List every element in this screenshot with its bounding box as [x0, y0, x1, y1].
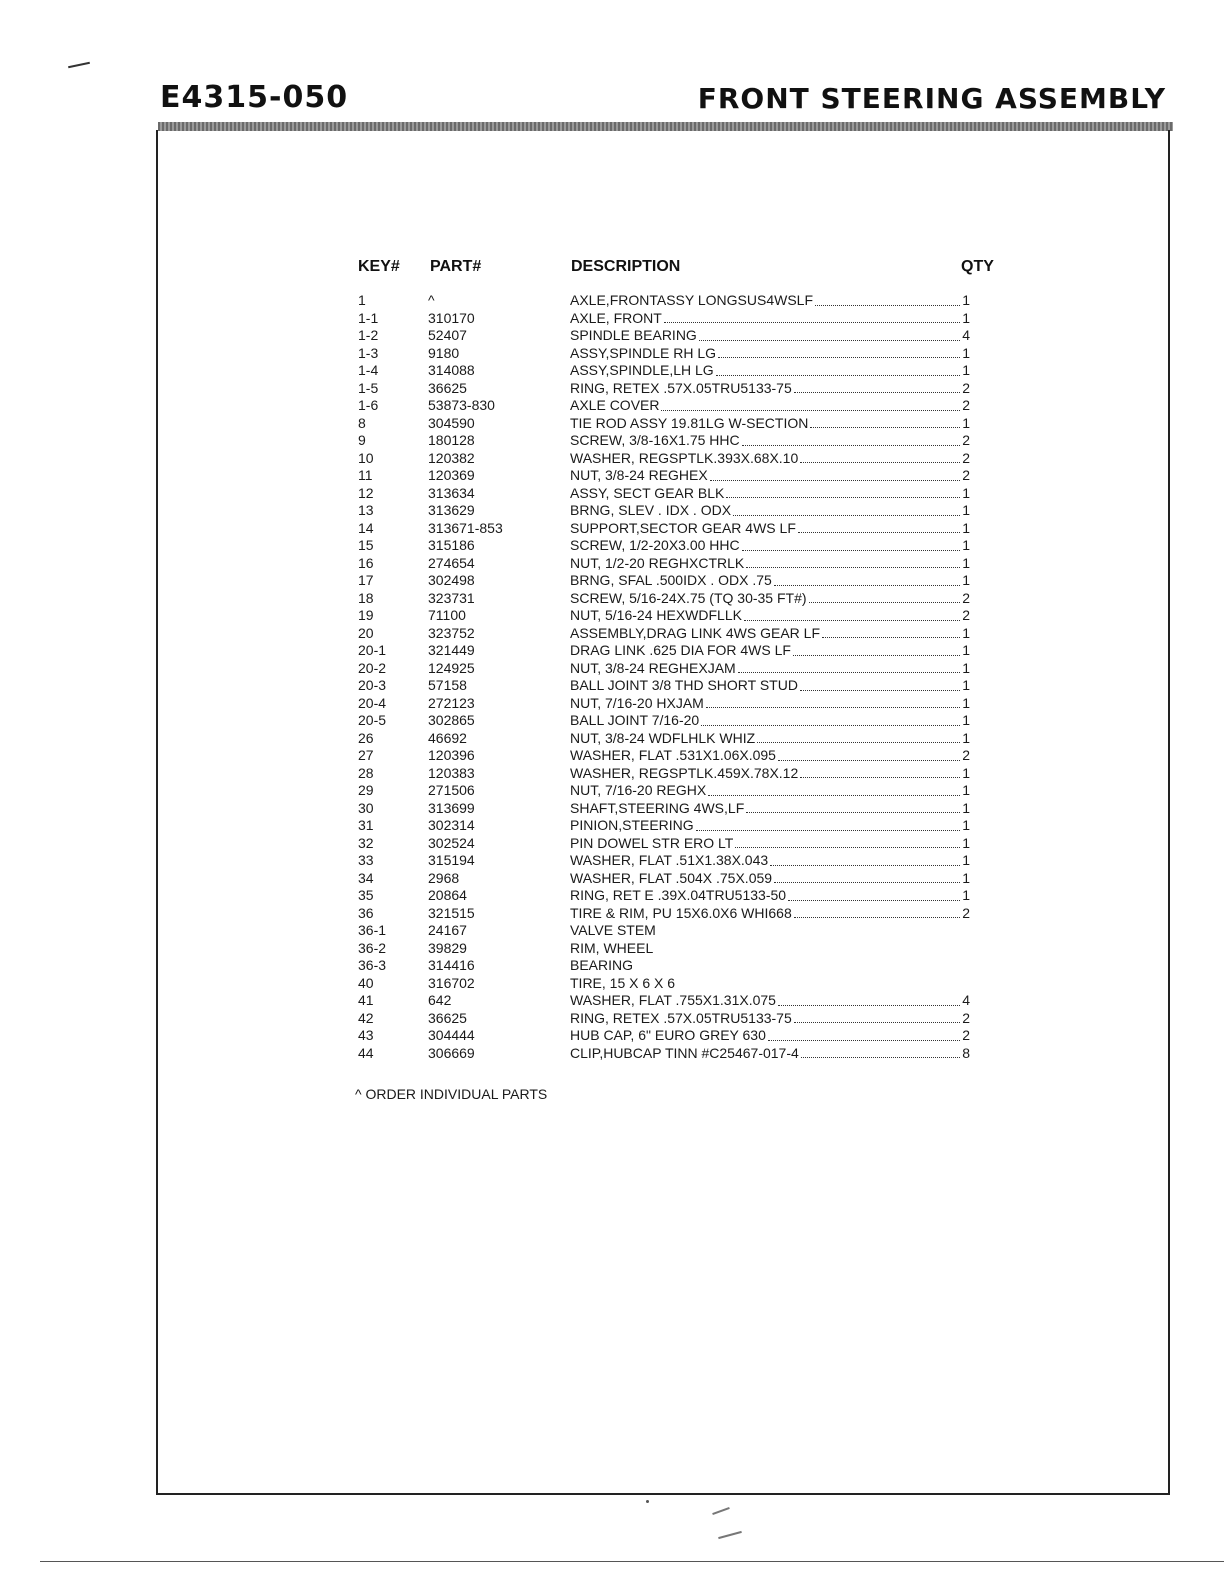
- part-key: 20: [358, 624, 374, 641]
- part-description: RING, RETEX .57X.05TRU5133-75: [570, 1009, 792, 1026]
- part-description: HUB CAP, 6" EURO GREY 630: [570, 1027, 766, 1043]
- part-number: 304444: [428, 1027, 475, 1043]
- part-number: 302524: [428, 834, 475, 851]
- parts-row: [358, 362, 970, 380]
- part-number: 321449: [428, 642, 475, 658]
- part-key: 15: [358, 537, 374, 553]
- part-description: BALL JOINT 3/8 THD SHORT STUD: [570, 677, 798, 693]
- part-key: 13: [358, 502, 374, 518]
- parts-row: [358, 992, 970, 1010]
- part-qty: 2: [962, 1009, 970, 1026]
- part-number: 2968: [428, 869, 460, 886]
- part-key: 36-3: [358, 957, 387, 973]
- dot-leader: [794, 916, 960, 918]
- part-number: 52407: [428, 327, 467, 343]
- part-qty: 1: [962, 764, 970, 781]
- part-number: 180128: [428, 432, 475, 448]
- part-qty: 1: [962, 782, 970, 798]
- parts-row: [358, 380, 970, 398]
- parts-row: [358, 660, 970, 678]
- part-number: 315186: [428, 537, 475, 553]
- part-qty: 1: [962, 729, 970, 746]
- dot-leader: [815, 304, 960, 306]
- part-qty: 2: [962, 607, 970, 623]
- parts-row: [358, 450, 970, 468]
- part-description: SCREW, 1/2-20X3.00 HHC: [570, 537, 740, 553]
- parts-row: [358, 765, 970, 783]
- column-header-key: KEY#: [358, 258, 400, 275]
- part-description: NUT, 3/8-24 WDFLHLK WHIZ: [570, 729, 756, 746]
- part-description: NUT, 7/16-20 REGHX: [570, 782, 707, 798]
- part-qty: 4: [962, 992, 970, 1008]
- part-number: 321515: [428, 904, 475, 921]
- part-qty: 1: [962, 537, 970, 553]
- dot-leader: [788, 899, 960, 901]
- scan-mark: [712, 1507, 730, 1515]
- parts-row: [358, 520, 970, 538]
- part-qty: 2: [962, 449, 970, 466]
- dot-leader: [699, 339, 960, 341]
- part-number: 313671-853: [428, 519, 503, 536]
- part-qty: 1: [962, 519, 970, 536]
- part-number: 57158: [428, 677, 467, 693]
- parts-row: [358, 345, 970, 363]
- part-number: 642: [428, 992, 452, 1008]
- part-number: 315194: [428, 852, 475, 868]
- dot-leader: [793, 654, 960, 656]
- part-qty: 1: [962, 834, 970, 851]
- part-number: ^: [428, 292, 435, 308]
- part-qty: 1: [962, 344, 970, 361]
- part-number: 46692: [428, 729, 467, 746]
- dot-leader: [718, 356, 960, 358]
- part-key: 28: [358, 764, 374, 781]
- part-key: 32: [358, 834, 374, 851]
- dot-leader: [733, 514, 960, 516]
- part-qty: 1: [962, 642, 970, 658]
- part-description: WASHER, FLAT .755X1.31X.075: [570, 992, 776, 1008]
- part-number: 120396: [428, 747, 475, 763]
- part-key: 34: [358, 869, 374, 886]
- part-qty: 1: [962, 309, 970, 326]
- dot-leader: [726, 496, 960, 498]
- part-description: SCREW, 5/16-24X.75 (TQ 30-35 FT#): [570, 589, 807, 606]
- part-description: BEARING: [570, 957, 634, 973]
- dot-leader: [774, 881, 960, 883]
- part-qty: 1: [962, 869, 970, 886]
- part-key: 41: [358, 992, 374, 1008]
- dot-leader: [800, 461, 960, 463]
- part-number: 302314: [428, 817, 475, 833]
- part-description: SHAFT,STEERING 4WS,LF: [570, 799, 745, 816]
- part-qty: 1: [962, 502, 970, 518]
- part-key: 1-2: [358, 327, 379, 343]
- part-number: 120369: [428, 467, 475, 483]
- part-qty: 1: [962, 887, 970, 903]
- part-description: CLIP,HUBCAP TINN #C25467-017-4: [570, 1044, 799, 1061]
- part-description: TIE ROD ASSY 19.81LG W-SECTION: [570, 414, 809, 431]
- part-description: NUT, 5/16-24 HEXWDFLLK: [570, 607, 742, 623]
- part-description: NUT, 1/2-20 REGHXCTRLK: [570, 554, 745, 571]
- part-qty: 1: [962, 677, 970, 693]
- dot-leader: [746, 566, 960, 568]
- part-description: WASHER, FLAT .531X1.06X.095: [570, 747, 776, 763]
- dot-leader: [696, 829, 960, 831]
- dot-leader: [716, 374, 960, 376]
- parts-row: [358, 712, 970, 730]
- part-description: BALL JOINT 7/16-20: [570, 712, 700, 728]
- scan-mark: [68, 62, 90, 69]
- part-number: 274654: [428, 554, 475, 571]
- parts-row: [358, 887, 970, 905]
- part-key: 43: [358, 1027, 374, 1043]
- parts-row: [358, 957, 970, 975]
- part-description: RIM, WHEEL: [570, 939, 654, 956]
- part-description: SUPPORT,SECTOR GEAR 4WS LF: [570, 519, 796, 536]
- part-number: 316702: [428, 974, 475, 991]
- bottom-rule: [40, 1561, 1224, 1562]
- dot-leader: [822, 636, 960, 638]
- part-qty: 1: [962, 292, 970, 308]
- part-description: SPINDLE BEARING: [570, 327, 697, 343]
- part-description: SCREW, 3/8-16X1.75 HHC: [570, 432, 740, 448]
- parts-row: [358, 555, 970, 573]
- part-description: TIRE, 15 X 6 X 6: [570, 974, 676, 991]
- parts-row: [358, 922, 970, 940]
- parts-row: [358, 905, 970, 923]
- parts-row: [358, 677, 970, 695]
- part-description: VALVE STEM: [570, 922, 656, 938]
- parts-row: [358, 800, 970, 818]
- parts-row: [358, 642, 970, 660]
- part-key: 27: [358, 747, 374, 763]
- parts-row: [358, 1045, 970, 1063]
- part-key: 18: [358, 589, 374, 606]
- part-description: PINION,STEERING: [570, 817, 694, 833]
- part-qty: 2: [962, 1027, 970, 1043]
- parts-row: [358, 695, 970, 713]
- parts-row: [358, 537, 970, 555]
- part-number: 313634: [428, 484, 475, 501]
- part-number: 9180: [428, 344, 460, 361]
- part-qty: 8: [962, 1044, 970, 1061]
- parts-row: [358, 747, 970, 765]
- part-key: 40: [358, 974, 374, 991]
- part-number: 313699: [428, 799, 475, 816]
- dot-leader: [778, 1004, 960, 1006]
- dot-leader: [738, 671, 960, 673]
- parts-row: [358, 1010, 970, 1028]
- part-key: 26: [358, 729, 374, 746]
- dot-leader: [810, 426, 960, 428]
- part-qty: 4: [962, 327, 970, 343]
- parts-row: [358, 835, 970, 853]
- parts-row: [358, 817, 970, 835]
- dot-leader: [742, 549, 960, 551]
- parts-row: [358, 415, 970, 433]
- part-number: 36625: [428, 1009, 467, 1026]
- parts-row: [358, 310, 970, 328]
- parts-row: [358, 730, 970, 748]
- part-qty: 1: [962, 799, 970, 816]
- dot-leader: [778, 759, 960, 761]
- part-number: 124925: [428, 659, 475, 676]
- parts-row: [358, 940, 970, 958]
- part-key: 14: [358, 519, 374, 536]
- part-description: TIRE & RIM, PU 15X6.0X6 WHI668: [570, 904, 792, 921]
- part-number: 20864: [428, 887, 467, 903]
- part-key: 16: [358, 554, 374, 571]
- parts-row: [358, 467, 970, 485]
- part-key: 30: [358, 799, 374, 816]
- part-description: ASSY,SPINDLE,LH LG: [570, 362, 714, 378]
- part-key: 8: [358, 414, 366, 431]
- part-qty: 2: [962, 589, 970, 606]
- part-qty: 2: [962, 432, 970, 448]
- dot-leader: [708, 794, 960, 796]
- part-key: 36-2: [358, 939, 387, 956]
- part-qty: 2: [962, 467, 970, 483]
- part-description: AXLE, FRONT: [570, 309, 662, 326]
- parts-row: [358, 590, 970, 608]
- part-number: 304590: [428, 414, 475, 431]
- part-key: 20-2: [358, 659, 387, 676]
- scan-mark: [718, 1531, 742, 1539]
- part-qty: 1: [962, 572, 970, 588]
- part-key: 36: [358, 904, 374, 921]
- parts-row: [358, 782, 970, 800]
- part-qty: 1: [962, 484, 970, 501]
- part-qty: 2: [962, 397, 970, 413]
- parts-row: [358, 870, 970, 888]
- document-code: E4315-050: [160, 80, 349, 115]
- part-key: 20-3: [358, 677, 387, 693]
- parts-row: [358, 607, 970, 625]
- part-key: 19: [358, 607, 374, 623]
- dot-leader: [661, 409, 960, 411]
- part-number: 272123: [428, 694, 475, 711]
- part-qty: 1: [962, 554, 970, 571]
- dot-leader: [706, 706, 960, 708]
- part-number: 314416: [428, 957, 475, 973]
- dot-leader: [757, 741, 960, 743]
- parts-list: [358, 292, 970, 1062]
- part-description: NUT, 7/16-20 HXJAM: [570, 694, 704, 711]
- part-number: 302865: [428, 712, 475, 728]
- part-description: NUT, 3/8-24 REGHEXJAM: [570, 659, 736, 676]
- parts-row: [358, 975, 970, 993]
- part-qty: 1: [962, 659, 970, 676]
- part-description: ASSY,SPINDLE RH LG: [570, 344, 717, 361]
- dot-leader: [744, 619, 960, 621]
- part-key: 44: [358, 1044, 374, 1061]
- dot-leader: [664, 321, 960, 323]
- part-key: 1-3: [358, 344, 379, 361]
- part-key: 1: [358, 292, 366, 308]
- part-key: 33: [358, 852, 374, 868]
- parts-row: [358, 502, 970, 520]
- parts-row: [358, 1027, 970, 1045]
- part-key: 1-4: [358, 362, 379, 378]
- dot-leader: [798, 531, 960, 533]
- parts-row: [358, 292, 970, 310]
- parts-row: [358, 327, 970, 345]
- part-number: 120383: [428, 764, 475, 781]
- part-qty: 1: [962, 712, 970, 728]
- part-key: 35: [358, 887, 374, 903]
- part-number: 306669: [428, 1044, 475, 1061]
- part-qty: 2: [962, 747, 970, 763]
- part-qty: 1: [962, 817, 970, 833]
- part-key: 17: [358, 572, 374, 588]
- parts-row: [358, 572, 970, 590]
- scan-dot: [646, 1500, 649, 1503]
- part-number: 24167: [428, 922, 467, 938]
- part-description: ASSY, SECT GEAR BLK: [570, 484, 725, 501]
- part-key: 20-4: [358, 694, 387, 711]
- part-key: 42: [358, 1009, 374, 1026]
- dot-leader: [768, 1039, 960, 1041]
- dot-leader: [809, 601, 960, 603]
- dot-leader: [735, 846, 960, 848]
- part-number: 302498: [428, 572, 475, 588]
- part-qty: 2: [962, 904, 970, 921]
- dot-leader: [742, 444, 960, 446]
- part-description: ASSEMBLY,DRAG LINK 4WS GEAR LF: [570, 624, 821, 641]
- dot-leader: [701, 724, 960, 726]
- parts-row: [358, 485, 970, 503]
- column-header-description: DESCRIPTION: [571, 258, 681, 275]
- part-description: WASHER, FLAT .504X .75X.059: [570, 869, 773, 886]
- part-number: 53873-830: [428, 397, 495, 413]
- part-description: NUT, 3/8-24 REGHEX: [570, 467, 708, 483]
- part-description: BRNG, SFAL .500IDX . ODX .75: [570, 572, 772, 588]
- part-key: 1-6: [358, 397, 379, 413]
- dot-leader: [770, 864, 960, 866]
- part-description: WASHER, FLAT .51X1.38X.043: [570, 852, 769, 868]
- dot-leader: [800, 776, 960, 778]
- part-description: AXLE COVER: [570, 397, 660, 413]
- part-number: 310170: [428, 309, 475, 326]
- part-key: 11: [358, 467, 373, 483]
- part-description: WASHER, REGSPTLK.459X.78X.12: [570, 764, 799, 781]
- part-qty: 1: [962, 694, 970, 711]
- part-key: 20-5: [358, 712, 387, 728]
- part-number: 39829: [428, 939, 467, 956]
- part-qty: 1: [962, 362, 970, 378]
- dot-leader: [800, 689, 960, 691]
- part-number: 313629: [428, 502, 475, 518]
- part-qty: 1: [962, 624, 970, 641]
- part-description: RING, RET E .39X.04TRU5133-50: [570, 887, 787, 903]
- dot-leader: [794, 391, 960, 393]
- parts-row: [358, 625, 970, 643]
- part-number: 323752: [428, 624, 475, 641]
- part-key: 29: [358, 782, 374, 798]
- part-number: 71100: [428, 607, 466, 623]
- part-key: 20-1: [358, 642, 387, 658]
- part-description: RING, RETEX .57X.05TRU5133-75: [570, 379, 792, 396]
- part-number: 271506: [428, 782, 475, 798]
- dot-leader: [801, 1056, 960, 1058]
- part-description: BRNG, SLEV . IDX . ODX: [570, 502, 732, 518]
- dot-leader: [746, 811, 960, 813]
- footnote: ^ ORDER INDIVIDUAL PARTS: [355, 1086, 548, 1102]
- part-key: 1-1: [358, 309, 379, 326]
- part-description: WASHER, REGSPTLK.393X.68X.10: [570, 449, 799, 466]
- part-qty: 2: [962, 379, 970, 396]
- part-key: 12: [358, 484, 374, 501]
- part-key: 1-5: [358, 379, 379, 396]
- parts-row: [358, 432, 970, 450]
- part-number: 120382: [428, 449, 475, 466]
- dot-leader: [774, 584, 960, 586]
- column-header-qty: QTY: [961, 258, 994, 275]
- part-description: PIN DOWEL STR ERO LT: [570, 834, 734, 851]
- column-header-part: PART#: [430, 258, 482, 275]
- part-qty: 1: [962, 414, 970, 431]
- parts-row: [358, 852, 970, 870]
- part-key: 10: [358, 449, 374, 466]
- part-key: 36-1: [358, 922, 387, 938]
- part-number: 323731: [428, 589, 475, 606]
- part-number: 314088: [428, 362, 475, 378]
- dot-leader: [710, 479, 960, 481]
- parts-row: [358, 397, 970, 415]
- part-description: AXLE,FRONTASSY LONGSUS4WSLF: [570, 292, 813, 308]
- part-key: 9: [358, 432, 366, 448]
- part-key: 31: [358, 817, 374, 833]
- document-title: FRONT STEERING ASSEMBLY: [697, 82, 1166, 115]
- part-qty: 1: [962, 852, 970, 868]
- part-description: DRAG LINK .625 DIA FOR 4WS LF: [570, 642, 791, 658]
- dot-leader: [794, 1021, 960, 1023]
- part-number: 36625: [428, 379, 467, 396]
